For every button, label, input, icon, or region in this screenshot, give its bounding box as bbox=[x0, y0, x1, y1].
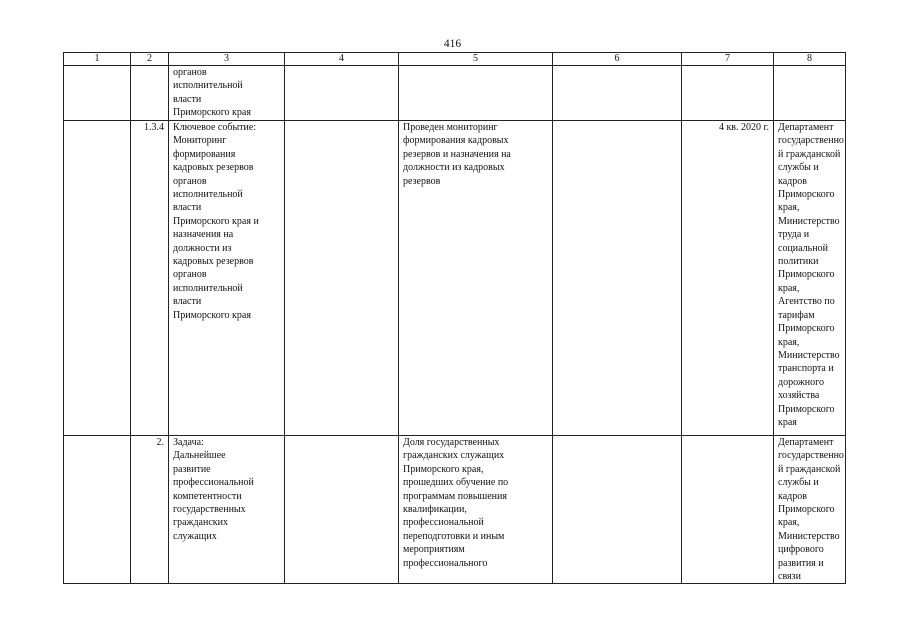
cell-text: Департамент государственно й гражданской службы и кадров Приморского края, Министерство цифрового развития и связи bbox=[778, 437, 844, 583]
cell-text: Доля государственных гражданских служащих Приморского края, прошедших обучение по программам повышения квалификации, профессиональной переподготовки и иным мероприятиям профессионального bbox=[403, 437, 509, 569]
measures-table bbox=[63, 52, 846, 584]
cell-col1 bbox=[64, 66, 131, 121]
cell-col8 bbox=[774, 121, 846, 436]
cell-col1 bbox=[64, 121, 131, 436]
column-header-3: 3 bbox=[169, 53, 285, 66]
cell-col8 bbox=[774, 436, 846, 584]
cell-col8 bbox=[774, 66, 846, 121]
cell-col4 bbox=[285, 436, 399, 584]
cell-col3 bbox=[169, 66, 285, 121]
cell-col2 bbox=[131, 66, 169, 121]
cell-col2 bbox=[131, 121, 169, 436]
cell-col7 bbox=[682, 121, 774, 436]
cell-text: 4 кв. 2020 г. bbox=[718, 122, 769, 133]
cell-col3 bbox=[169, 436, 285, 584]
cell-col6 bbox=[553, 121, 682, 436]
cell-text: 1.3.4 bbox=[144, 122, 164, 133]
cell-text: Задача: Дальнейшее развитие профессиональной компетентности государственных гражданских служащих bbox=[173, 437, 254, 542]
cell-col7 bbox=[682, 66, 774, 121]
column-header-5: 5 bbox=[399, 53, 553, 66]
column-header-8: 8 bbox=[774, 53, 846, 66]
cell-text: органов исполнительной власти Приморского края bbox=[173, 67, 251, 119]
cell-text: Ключевое событие: Мониторинг формирования кадровых резервов органов исполнительной власти Приморского края и назначения на должности из кадровых резервов органов исполнительной власти Приморского края bbox=[173, 122, 259, 321]
cell-col1 bbox=[64, 436, 131, 584]
column-header-6: 6 bbox=[553, 53, 682, 66]
table-row bbox=[64, 66, 846, 121]
cell-col7 bbox=[682, 436, 774, 584]
column-header-7: 7 bbox=[682, 53, 774, 66]
cell-text: 2. bbox=[156, 437, 164, 448]
table-row bbox=[64, 121, 846, 436]
page-number: 416 bbox=[443, 38, 462, 50]
column-header-4: 4 bbox=[285, 53, 399, 66]
cell-col5 bbox=[399, 121, 553, 436]
cell-col5 bbox=[399, 66, 553, 121]
cell-col5 bbox=[399, 436, 553, 584]
cell-col6 bbox=[553, 66, 682, 121]
cell-text: Проведен мониторинг формирования кадровых резервов и назначения на должности из кадровых резервов bbox=[403, 122, 511, 187]
column-number-header-row bbox=[64, 53, 846, 66]
table-row bbox=[64, 436, 846, 584]
column-header-1: 1 bbox=[64, 53, 131, 66]
cell-col3 bbox=[169, 121, 285, 436]
column-header-2: 2 bbox=[131, 53, 169, 66]
cell-text: Департамент государственно й гражданской службы и кадров Приморского края, Министерство труда и социальной политики Приморского края, Агентство по тарифам Приморского края, Министерство транспорта и дорожного хозяйства Приморского края bbox=[778, 122, 844, 428]
cell-col4 bbox=[285, 121, 399, 436]
cell-col2 bbox=[131, 436, 169, 584]
cell-col4 bbox=[285, 66, 399, 121]
cell-col6 bbox=[553, 436, 682, 584]
